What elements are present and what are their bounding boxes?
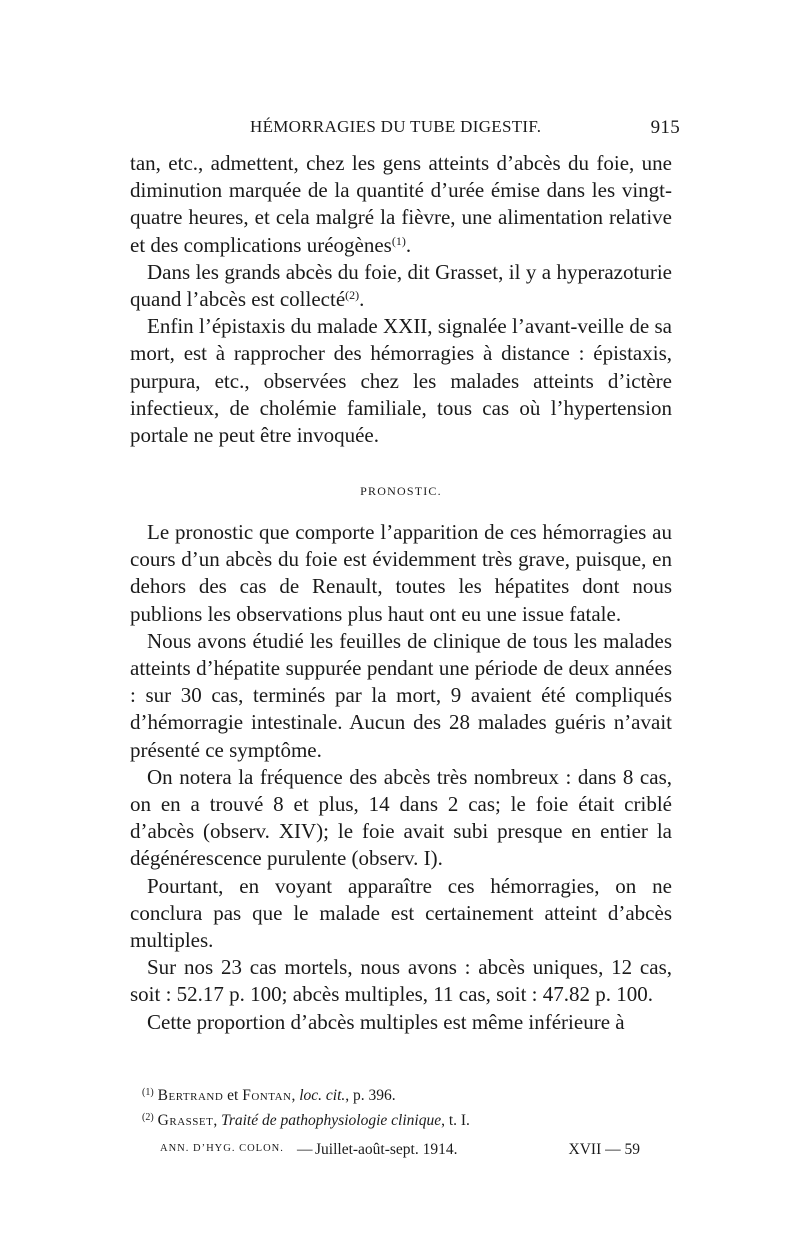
paragraph: Le pronostic que comporte l’apparition de ces hémorragies au cours d’un abcès du foie est évidemment très grave, puisque, en dehors des cas de Renault, toutes les hépatites dont nous publions les observations plus haut ont eu une issue fatale. (130, 520, 672, 626)
signature-date: Juillet-août-sept. 1914. (315, 1141, 458, 1158)
footnote-conjunction: et (223, 1087, 243, 1104)
paragraph: Pourtant, en voyant apparaître ces hémorragies, on ne conclura pas que le malade est certainement atteint d’abcès multiples. (130, 873, 672, 953)
paragraph-text: tan, etc., admettent, chez les gens atteints d’abcès du foie, une diminution marquée de la quantité d’urée émise dans les vingt-quatre heures, et cela malgré la fièvre, une alimentation relative et des complications uréogènes (130, 151, 672, 257)
footnote-work: loc. cit. (299, 1087, 346, 1104)
body-text-before-heading (130, 150, 672, 449)
running-head (126, 117, 680, 143)
paragraph: On notera la fréquence des abcès très nombreux : dans 8 cas, on en a trouvé 8 et plus, 14 dans 2 cas; le foie était criblé d’abcès (observ. XIV); le foie avait subi presque en entier la dégénérescence purulente (observ. I). (130, 764, 672, 871)
paragraph (130, 313, 672, 449)
paragraph (130, 150, 672, 259)
signature-journal: ANN. D’HYG. COLON. (160, 1143, 284, 1154)
footnote-separator: , (213, 1112, 222, 1129)
signature-sheet: XVII — 59 (568, 1141, 640, 1158)
printer-signature (160, 1141, 640, 1165)
footnote (142, 1082, 672, 1107)
footnote-rest: , t. I. (441, 1112, 470, 1129)
footnote (142, 1107, 672, 1132)
footnotes (142, 1082, 672, 1132)
paragraph: Nous avons étudié les feuilles de clinique de tous les malades atteints d’hépatite suppurée pendant une période de deux années : sur 30 cas, terminés par la mort, 9 avaient été compliqués d’hémorragie intestinale. Aucun des 28 malades guéris n’avait présenté ce symptôme. (130, 628, 672, 762)
section-heading: PRONOSTIC. (360, 484, 442, 498)
paragraph-end: . (359, 287, 365, 312)
paragraph: Sur nos 23 cas mortels, nous avons : abcès uniques, 12 cas, soit : 52.17 p. 100; abcès multiples, 11 cas, soit : 47.82 p. 100. (130, 955, 672, 1007)
signature-dash: — (297, 1141, 313, 1158)
footnote-author: Fontan (242, 1087, 292, 1104)
body-text-after-heading (130, 519, 672, 1036)
footnote-work: Traité de pathophysiologie clinique (221, 1112, 442, 1129)
paragraph-text: Dans les grands abcès du foie, dit Grasset, il y a hyperazoturie quand l’abcès est collecté (130, 259, 672, 312)
paragraph (130, 259, 672, 313)
footnote-mark: (1) (142, 1087, 154, 1098)
footnote-mark: (2) (142, 1112, 154, 1123)
paragraph: Cette proportion d’abcès multiples est même inférieure à (147, 1009, 625, 1034)
paragraph-end: . (405, 232, 412, 257)
footnote-ref: (2) (345, 288, 360, 303)
footnote-rest: , p. 396. (345, 1087, 396, 1104)
paragraph-text: Enfin l’épistaxis du malade XXII, signalée l’avant-veille de sa mort, est à rapprocher des hémorragies à distance : épistaxis, purpura, etc., observées chez les malades atteints d’ictère infectieux, de cholémie familiale, tous cas où l’hypertension portale ne peut être invoquée. (130, 314, 672, 448)
footnote-ref: (1) (391, 233, 406, 248)
footnote-author: Grasset (157, 1112, 214, 1129)
footnote-separator: , (291, 1087, 300, 1104)
footnote-author: Bertrand (157, 1087, 224, 1104)
page-number: 915 (650, 117, 680, 138)
running-title: HÉMORRAGIES DU TUBE DIGESTIF. (250, 117, 542, 136)
